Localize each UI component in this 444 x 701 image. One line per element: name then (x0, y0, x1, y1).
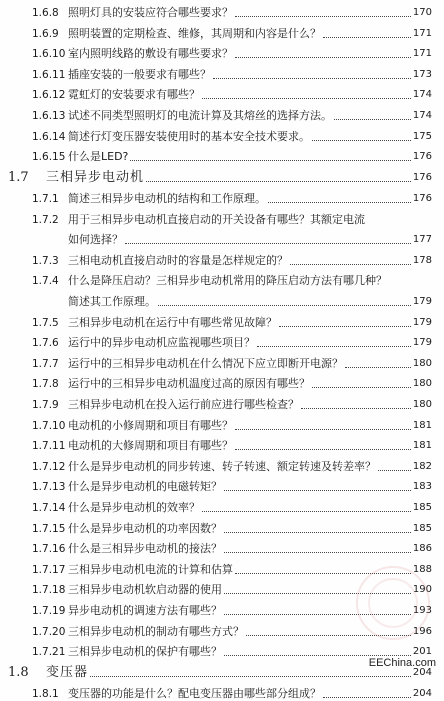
dot-leader (235, 16, 411, 17)
entry-title: 异步电动机的调速方法有哪些？ (68, 603, 222, 617)
dot-leader (235, 57, 411, 58)
entry-title: 什么是降压启动？三相异步电动机常用的降压启动方法有哪几种？ (68, 274, 387, 288)
dot-leader (90, 676, 411, 677)
dot-leader (235, 449, 411, 450)
entry-title: 什么是异步电动机的功率因数？ (68, 521, 222, 535)
dot-leader (224, 552, 411, 553)
entry-page: 180 (412, 398, 432, 410)
entry-number: 1.7.13 (32, 481, 66, 494)
entry-number: 1.6.10 (32, 48, 66, 61)
dot-leader (323, 37, 411, 38)
entry-title: 三相电动机直接启动时的容量是怎样规定的？ (68, 253, 288, 267)
dot-leader (224, 655, 411, 656)
entry-title-continuation: 简述其工作原理。 (68, 294, 156, 308)
entry-number: 1.6.12 (32, 89, 66, 102)
entry-number: 1.7.3 (32, 254, 59, 267)
entry-title: 室内照明线路的敷设有哪些要求？ (68, 47, 233, 61)
entry-page: 179 (412, 316, 432, 328)
entry-number: 1.7.21 (32, 646, 66, 659)
entry-title: 什么是异步电动机的电磁转矩？ (68, 480, 222, 494)
dot-leader (268, 202, 411, 203)
dot-leader (224, 532, 411, 533)
entry-title: 变压器 (46, 664, 89, 680)
entry-title: 照明装置的定期检查、维修，其周期和内容是什么？ (68, 26, 321, 40)
entry-title: 什么是LED? (68, 150, 129, 164)
entry-page: 173 (412, 68, 432, 80)
entry-page: 193 (412, 604, 432, 616)
dot-leader (290, 264, 411, 265)
entry-title: 用于三相异步电动机直接启动的开关设备有哪些？其额定电流 (68, 212, 365, 226)
entry-title: 三相异步电动机在投入运行前应进行哪些检查？ (68, 397, 299, 411)
entry-title: 什么是三相异步电动机的接法？ (68, 542, 222, 556)
entry-page: 185 (412, 522, 432, 534)
entry-number: 1.7.17 (32, 563, 66, 576)
dot-leader (345, 367, 411, 368)
entry-page: 180 (412, 378, 432, 390)
entry-page: 171 (412, 27, 432, 39)
entry-number: 1.7.4 (32, 275, 59, 288)
entry-number: 1.7.15 (32, 522, 66, 535)
dot-leader (130, 160, 411, 161)
entry-number: 1.6.9 (32, 27, 59, 40)
entry-page: 188 (412, 563, 432, 575)
entry-title: 电动机的小修周期和项目有哪些？ (68, 418, 233, 432)
dot-leader (202, 511, 411, 512)
entry-number: 1.7.2 (32, 213, 59, 226)
entry-page: 196 (412, 625, 432, 637)
entry-title: 什么是异步电动机的效率？ (68, 500, 200, 514)
dot-leader (125, 243, 411, 244)
entry-page: 204 (412, 666, 432, 678)
dot-leader (146, 181, 411, 182)
entry-page: 183 (412, 481, 432, 493)
entry-title: 插座安装的一般要求有哪些？ (68, 67, 211, 81)
seal-watermark (356, 566, 430, 640)
entry-page: 180 (412, 357, 432, 369)
entry-title: 什么是异步电动机的同步转速、转子转速、额定转速及转差率？ (68, 459, 376, 473)
entry-page: 185 (412, 501, 432, 513)
entry-number: 1.7.14 (32, 501, 66, 514)
entry-number: 1.7.7 (32, 357, 59, 370)
entry-title-continuation: 如何选择？ (68, 233, 123, 247)
entry-number: 1.7.6 (32, 337, 59, 350)
entry-title: 三相异步电动机在运行中有哪些常见故障？ (68, 315, 277, 329)
entry-page: 176 (412, 192, 432, 204)
entry-title: 照明灯具的安装应符合哪些要求？ (68, 6, 233, 19)
entry-title: 运行中的三相异步电动机温度过高的原因有哪些？ (68, 377, 310, 391)
entry-number: 1.7.16 (32, 543, 66, 556)
entry-title: 三相异步电动机的制动有哪些方式？ (68, 624, 244, 638)
dot-leader (279, 326, 411, 327)
entry-number: 1.6.15 (32, 151, 66, 164)
entry-page: 186 (412, 543, 432, 555)
entry-page: 176 (412, 171, 432, 183)
entry-number: 1.7.1 (32, 192, 59, 205)
site-watermark-text: EEChina.com (368, 657, 436, 669)
entry-title: 简述行灯变压器安装使用时的基本安全技术要求。 (68, 129, 310, 143)
entry-number: 1.7.11 (32, 440, 66, 453)
entry-number: 1.6.14 (32, 130, 66, 143)
dot-leader (378, 470, 411, 471)
dot-leader (323, 697, 411, 698)
dot-leader (224, 490, 411, 491)
entry-page: 174 (412, 89, 432, 101)
entry-number: 1.8.1 (32, 687, 59, 700)
entry-number: 1.6.8 (32, 7, 59, 19)
entry-number: 1.7.9 (32, 398, 59, 411)
entry-page: 204 (412, 687, 432, 699)
entry-page: 170 (412, 7, 432, 18)
entry-page: 171 (412, 48, 432, 60)
entry-page: 181 (412, 440, 432, 452)
dot-leader (202, 98, 411, 99)
entry-page: 178 (412, 254, 432, 266)
entry-number: 1.6.11 (32, 68, 66, 81)
entry-title: 试述不同类型照明灯的电流计算及其熔丝的选择方法。 (68, 109, 332, 122)
entry-title: 霓虹灯的安装要求有哪些？ (68, 88, 200, 102)
entry-page: 177 (412, 234, 432, 246)
entry-number: 1.6.13 (32, 110, 66, 122)
entry-page: 175 (412, 130, 432, 142)
dot-leader (334, 119, 411, 120)
entry-page: 190 (412, 584, 432, 596)
entry-number: 1.8 (8, 664, 29, 680)
entry-number: 1.7.18 (32, 584, 66, 597)
entry-number: 1.7.20 (32, 625, 66, 638)
entry-page: 174 (412, 110, 432, 121)
entry-number: 1.7.10 (32, 419, 66, 432)
dot-leader (257, 346, 411, 347)
entry-title: 变压器的功能是什么？配电变压器由哪些部分组成？ (68, 686, 321, 700)
entry-title: 三相异步电动机 (46, 169, 145, 185)
entry-title: 运行中的三相异步电动机在什么情况下应立即断开电源？ (68, 356, 343, 370)
dot-leader (158, 305, 411, 306)
entry-number: 1.7 (8, 169, 29, 185)
entry-title: 三相异步电动机软启动器的使用 (68, 583, 222, 597)
entry-title: 三相异步电动机电流的计算和估算 (68, 562, 233, 576)
entry-number: 1.7.8 (32, 378, 59, 391)
entry-title: 简述三相异步电动机的结构和工作原理。 (68, 191, 266, 205)
dot-leader (235, 429, 411, 430)
entry-number: 1.7.12 (32, 460, 66, 473)
entry-number: 1.7.19 (32, 604, 66, 617)
entry-number: 1.7.5 (32, 316, 59, 329)
dot-leader (312, 387, 411, 388)
entry-page: 181 (412, 419, 432, 431)
entry-page: 179 (412, 337, 432, 349)
entry-title: 电动机的大修周期和项目有哪些？ (68, 439, 233, 453)
dot-leader (312, 140, 411, 141)
entry-page: 201 (412, 646, 432, 658)
entry-page: 182 (412, 460, 432, 472)
entry-title: 三相异步电动机的保护有哪些？ (68, 645, 222, 659)
entry-title: 运行中的异步电动机应监视哪些项目？ (68, 336, 255, 350)
entry-page: 179 (412, 295, 432, 307)
entry-page: 176 (412, 151, 432, 163)
dot-leader (301, 408, 411, 409)
dot-leader (213, 78, 411, 79)
